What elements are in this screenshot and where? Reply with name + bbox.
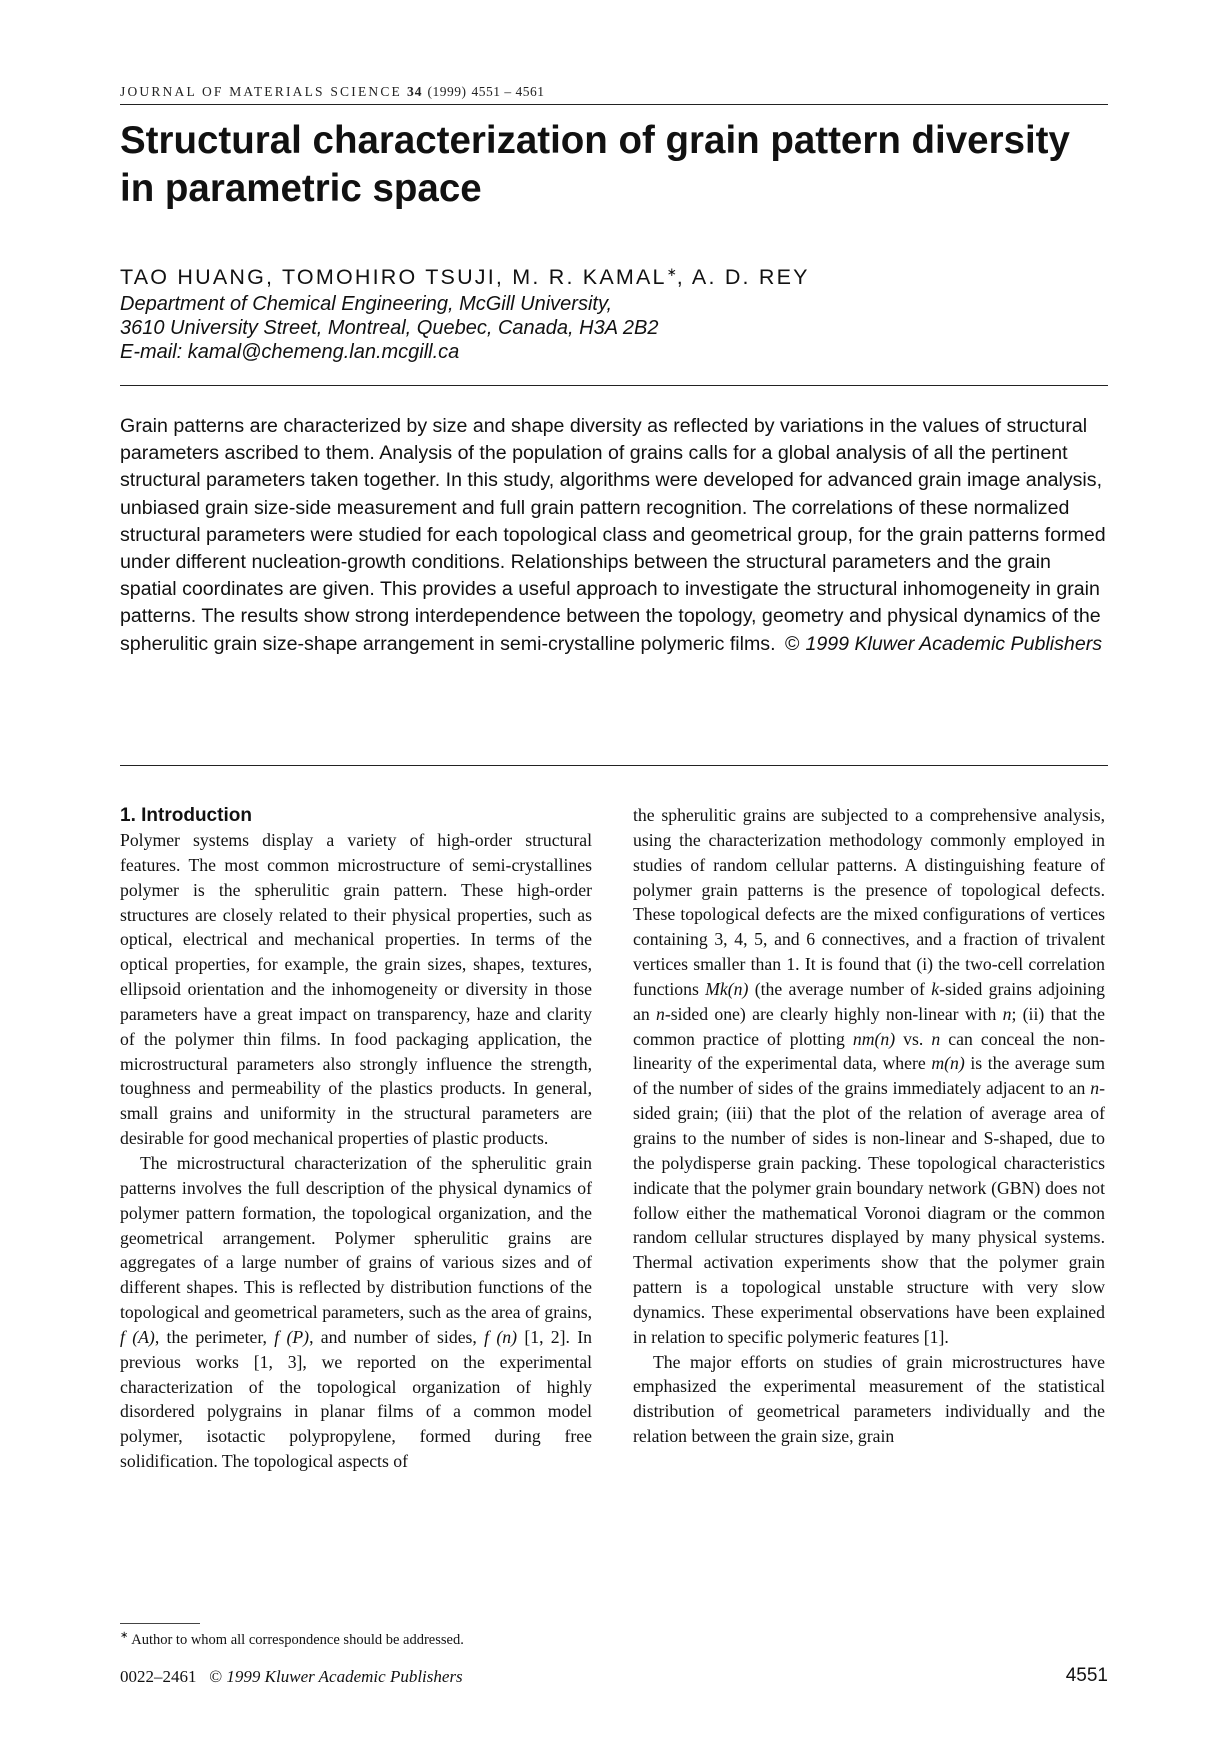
section-heading-introduction: 1. Introduction	[120, 805, 252, 826]
journal-volume: 34	[407, 84, 423, 99]
text-run: ; (ii) that the common practice of plotting	[633, 1003, 1105, 1049]
affiliation	[120, 292, 1110, 364]
text-run: -sided grains adjoining an	[633, 978, 1106, 1024]
abstract-text: Grain patterns are characterized by size and shape diversity as reflected by variations in the values of structural parameters ascribed to them. Analysis of the population of grains calls for a global analysis of all the pertinent structural parameters taken together. In this study, algorithms were developed for advanced grain image analysis, unbiased grain size-side measurement and full grain pattern recognition. The correlations of these normalized structural parameters were studied for each topological class and geometrical group, for the grain patterns formed under different nucleation-growth conditions. Relationships between the structural parameters and the grain spatial coordinates are given. This provides a useful approach to investigate the structural inhomogeneity in grain patterns. The results show strong interdependence between the topology, geometry and physical dynamics of the spherulitic grain size-shape arrangement in semi-crystalline polymeric films.	[120, 415, 1106, 655]
footer-issn: 0022–2461	[120, 1667, 197, 1686]
footer-publisher: 1999 Kluwer Academic Publishers	[226, 1667, 463, 1686]
footnote-mark: ∗	[120, 1630, 129, 1641]
text-run: -sided grain; (iii) that the plot of the relation of average area of grains to the number of sides is non-linear and S-shaped, due to the polydisperse grain packing. These topological characteristics indicate that the polymer grain boundary network (GBN) does not follow either the mathematical Voronoi diagram or the common random cellular structures displayed by many physical systems. Thermal activation experiments show that the polymer grain pattern is a topological unstable structure with very slow dynamics. These experimental observations have been explained in relation to specific polymeric features [1].	[633, 1078, 1105, 1347]
journal-header	[120, 84, 1108, 105]
text-run: can conceal the non-linearity of the experimental data, where	[633, 1028, 1106, 1074]
body-column-right	[633, 803, 1105, 1449]
footnote-rule	[120, 1623, 200, 1624]
divider-bottom	[120, 765, 1108, 766]
corresponding-author-mark: ∗	[666, 265, 677, 279]
intro-paragraph-1: Polymer systems display a variety of high-order structural features. The most common microstructure of semi-crystallines polymer is the spherulitic grain pattern. These high-order structures are closely related to their physical properties, such as optical, electrical and mechanical properties. In terms of the optical properties, for example, the grain sizes, shapes, textures, ellipsoid orientation and the inhomogeneity or diversity in those parameters have a great impact on transparency, haze and clarity of the polymer thin films. In food packaging application, the microstructural parameters also strongly influence the strength, toughness and permeability of the plastics products. In general, small grains and uniformity in the structural parameters are desirable for good mechanical properties of plastic products.	[120, 830, 592, 1149]
page-number: 4551	[1065, 1665, 1108, 1686]
math-n: n	[1002, 1003, 1012, 1024]
math-nm-n: nm(n)	[852, 1028, 896, 1049]
math-f-sides: f (n)	[484, 1326, 518, 1347]
affiliation-email: E-mail: kamal@chemeng.lan.mcgill.ca	[120, 341, 460, 363]
intro-paragraph-3: The major efforts on studies of grain microstructures have emphasized the experimental measurement of the statistical distribution of geometrical parameters individually and the relation between the grain size, grain	[633, 1351, 1105, 1447]
footnote-text: Author to whom all correspondence should be addressed.	[131, 1631, 464, 1648]
footer-imprint	[120, 1667, 463, 1687]
math-f-perimeter: f (P)	[274, 1326, 310, 1347]
math-mk-n: Mk(n)	[705, 978, 749, 999]
text-run: is the average sum of the number of sides of the grains immediately adjacent to an	[633, 1053, 1106, 1099]
math-f-area: f (A)	[120, 1326, 155, 1347]
text-run: the spherulitic grains are subjected to a comprehensive analysis, using the characterization methodology commonly employed in studies of random cellular patterns. A distinguishing feature of polymer grain patterns is the presence of topological defects. These topological defects are the mixed configurations of vertices containing 3, 4, 5, and 6 connectives, and a fraction of trivalent vertices smaller than 1. It is found that (i) the two-cell correlation functions	[633, 805, 1105, 999]
text-run: , the perimeter,	[154, 1326, 267, 1347]
text-run: The microstructural characterization of the spherulitic grain patterns involves the full description of the physical dynamics of polymer pattern formation, the topological organization, and the geometrical arrangement. Polymer spherulitic grains are aggregates of a large number of grains of various sizes and of different shapes. This is reflected by distribution functions of the topological and geometrical parameters, such as the area of grains,	[120, 1152, 592, 1323]
body-column-left	[120, 803, 592, 1474]
math-n: n	[656, 1003, 665, 1024]
article-title: Structural characterization of grain pattern diversity in parametric space	[120, 119, 1070, 210]
author-names-last: , A. D. REY	[676, 265, 810, 289]
affiliation-department: Department of Chemical Engineering, McGill University,	[120, 293, 613, 315]
author-list	[120, 265, 810, 290]
copyright-symbol: ©	[785, 632, 800, 655]
journal-name: JOURNAL OF MATERIALS SCIENCE	[120, 84, 402, 99]
text-run: , and number of sides,	[309, 1326, 477, 1347]
abstract-copyright: 1999 Kluwer Academic Publishers	[805, 632, 1103, 655]
text-run: vs.	[903, 1028, 924, 1049]
affiliation-address: 3610 University Street, Montreal, Quebec, Canada, H3A 2B2	[120, 317, 659, 339]
journal-pages: 4551 – 4561	[471, 84, 545, 99]
abstract	[120, 413, 1110, 658]
math-n: n	[1090, 1078, 1100, 1099]
journal-year: (1999)	[427, 84, 467, 99]
intro-paragraph-2-continued	[633, 803, 1105, 1350]
footer-copyright-symbol: ©	[209, 1667, 223, 1686]
text-run: (the average number of	[754, 978, 925, 999]
math-k: k	[931, 978, 940, 999]
divider-top	[120, 385, 1108, 386]
text-run: [1, 2]. In previous works [1, 3], we reported on the experimental characterization of the topological organization of highly disordered polygrains in planar films of a common model polymer, isotactic polypropylene, formed during free solidification. The topological aspects of	[120, 1326, 593, 1472]
math-n: n	[931, 1028, 941, 1049]
text-run: -sided one) are clearly highly non-linear with	[664, 1003, 997, 1024]
footnote	[120, 1630, 464, 1649]
math-m-n: m(n)	[931, 1053, 965, 1074]
author-names: TAO HUANG, TOMOHIRO TSUJI, M. R. KAMAL	[120, 265, 667, 289]
intro-paragraph-2-part	[120, 1151, 592, 1474]
